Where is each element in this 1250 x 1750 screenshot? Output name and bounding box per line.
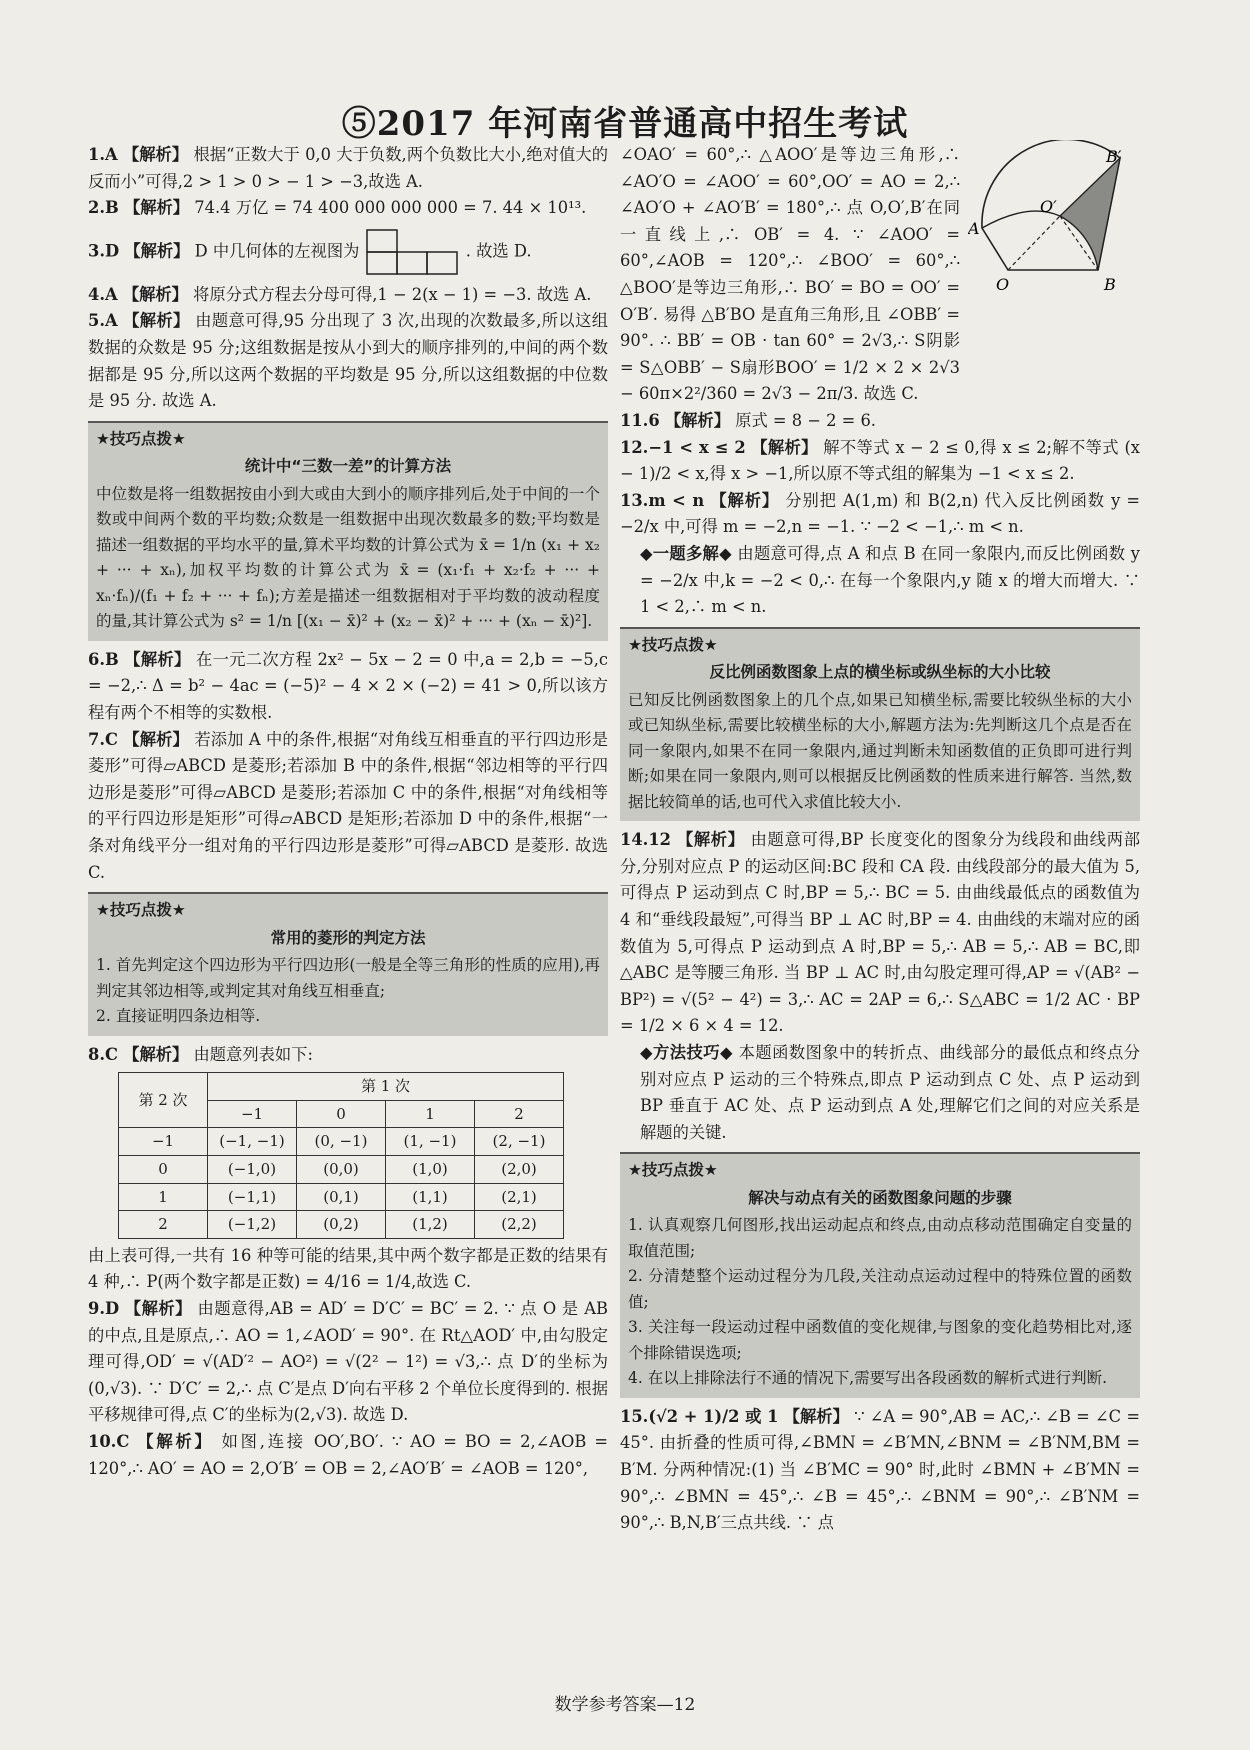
table-cell: (1,2) — [386, 1211, 475, 1239]
tip-line: 1. 认真观察几何图形,找出运动起点和终点,由动点移动范围确定自变量的取值范围; — [628, 1216, 1132, 1260]
page-footer: 数学参考答案—12 — [554, 1695, 696, 1715]
q1: 1.A 【解析】 根据“正数大于 0,0 大于负数,两个负数比大小,绝对值大的反而小”可得,2 > 1 > 0 > − 1 > −3,故选 A. — [88, 145, 608, 191]
table-col-header: 0 — [297, 1100, 386, 1128]
table-row — [119, 1211, 564, 1239]
tip-title: 解决与动点有关的函数图象问题的步骤 — [748, 1188, 1012, 1207]
table-corner: 第 2 次 — [119, 1073, 208, 1128]
table-top-header: 第 1 次 — [208, 1073, 564, 1101]
table-cell: (0,2) — [297, 1211, 386, 1239]
tip-line: 1. 首先判定这个四边形为平行四边形(一般是全等三角形的性质的应用),再判定其邻边相等,或判定其对角线互相垂直; — [96, 956, 600, 1000]
right-column — [620, 142, 1140, 1537]
q12: 12.−1 < x ≤ 2 【解析】 解不等式 x − 2 ≤ 0,得 x ≤ 2;解不等式 (x − 1)/2 < x,得 x > −1,所以原不等式组的解集为 −1 < x ≤ 2. — [620, 437, 1140, 484]
table-col-header: 2 — [475, 1100, 564, 1128]
q15: 15.(√2 + 1)/2 或 1 【解析】 ∵ ∠A = 90°,AB = AC,∴ ∠B = ∠C = 45°. 由折叠的性质可得,∠BMN = ∠B′MN,∠BNM = ∠B′NM,BM = B′M. 分两种情况:(1) 当 ∠B′MC = 90° 时,此时 ∠BMN + ∠B′MN = 90°,∴ ∠BMN = 45°,∴ ∠B = 45°,∴ ∠BNM = 90°,∴ ∠B′NM = 90°,∴ B,N,B′三点共线. ∵ 点 — [620, 1406, 1140, 1533]
outcome-table — [118, 1072, 564, 1239]
q10: 10.C 【解析】 如图,连接 OO′,BO′. ∵ AO = BO = 2,∠AOB = 120°,∴ AO′ = AO = 2,O′B′ = OB = 2,∠AO′B′ = ∠AOB = 120°, — [88, 1431, 608, 1478]
table-cell: (1,0) — [386, 1155, 475, 1183]
q14: 14.12 【解析】 由题意可得,BP 长度变化的图象分为线段和曲线两部分,分别对应点 P 的运动区间:BC 段和 CA 段. 由线段部分的最大值为 5,可得点 P 运动到点 C 时,BP = 5,∴ BC = 5. 由曲线最低点的函数值为 4 和“垂线段最短”,可得当 BP ⊥ AC 时,BP = 4. 由曲线的末端对应的函数值为 5,可得点 P 运动到点 A 时,BP = 5,∴ AB = 5,∴ AB = BC,即 △ABC 是等腰三角形. 当 BP ⊥ AC 时,由勾股定理可得,AP = √(AB² − BP²) = √(5² − 4²) = 3,∴ AC = 2AP = 6,∴ S△ABC = 1/2 AC · BP = 1/2 × 6 × 4 = 12. — [620, 830, 1140, 1036]
figure-label-a: A — [968, 219, 980, 238]
tip-body: 中位数是将一组数据按由小到大或由大到小的顺序排列后,处于中间的一个数或中间两个数的平均数;众数是一组数据中出现次数最多的数;平均数是描述一组数据的平均水平的量,算术平均数的计算公式为 x̄ = 1/n (x₁ + x₂ + ··· + xₙ),加权平均数的计算公式为 x̄ = (x₁·f₁ + x₂·f₂ + ··· + xₙ·fₙ)/(f₁ + f₂ + ··· + fₙ);方差是描述一组数据相对于平均数的波动程度的量,其计算公式为 s² = 1/n [(x₁ − x̄)² + (x₂ − x̄)² + ··· + (xₙ − x̄)²]. — [96, 484, 600, 631]
tip-head: ★技巧点拨★ — [628, 1161, 718, 1180]
q5: 5.A 【解析】 由题意可得,95 分出现了 3 次,出现的次数最多,所以这组数据的众数是 95 分;这组数据是按从小到大的顺序排列的,中间的两个数据都是 95 分,所以这两个数据的平均数是 95 分,所以这组数据的中位数是 95 分. 故选 A. — [88, 311, 608, 411]
tip-head: ★技巧点拨★ — [96, 429, 186, 448]
table-row — [119, 1183, 564, 1211]
alt-solution-q13: ◆一题多解◆ 由题意可得,点 A 和点 B 在同一象限内,而反比例函数 y = −2/x 中,k = −2 < 0,∴ 在每一个象限内,y 随 x 的增大而增大. ∵ 1 < 2,∴ m < n. — [640, 543, 1140, 617]
table-cell: (−1, −1) — [208, 1128, 297, 1156]
page-title: ⑤2017 年河南省普通高中招生考试 — [341, 104, 909, 144]
q13: 13.m < n 【解析】 分别把 A(1,m) 和 B(2,n) 代入反比例函数 y = −2/x 中,可得 m = −2,n = −1. ∵ −2 < −1,∴ m < n. — [620, 490, 1140, 537]
q9: 9.D 【解析】 由题意得,AB = AD′ = D′C′ = BC′ = 2. ∵ 点 O 是 AB 的中点,且是原点,∴ AO = 1,∠AOD′ = 90°. 在 Rt△AOD′ 中,由勾股定理可得,OD′ = √(AD′² − AO²) = √(2² − 1²) = √3,∴ 点 D′的坐标为(0,√3). ∵ D′C′ = 2,∴ 点 C′是点 D′向右平移 2 个单位长度得到的. 根据平移规律可得,点 C′的坐标为(2,√3). 故选 D. — [88, 1298, 608, 1425]
table-row — [119, 1128, 564, 1156]
tip-title: 统计中“三数一差”的计算方法 — [244, 457, 452, 476]
tip-title: 常用的菱形的判定方法 — [270, 928, 426, 947]
table-cell: (2,2) — [475, 1211, 564, 1239]
table-cell: (2,1) — [475, 1183, 564, 1211]
q6: 6.B 【解析】 在一元二次方程 2x² − 5x − 2 = 0 中,a = 2,b = −5,c = −2,∴ Δ = b² − 4ac = (−5)² − 4 × 2 × (−2) = 41 > 0,所以该方程有两个不相等的实数根. — [88, 649, 608, 722]
left-view-figure — [365, 228, 461, 276]
tip-box-inverse-function — [620, 627, 1140, 822]
table-cell: (−1,2) — [208, 1211, 297, 1239]
q2: 2.B 【解析】 74.4 万亿 = 74 400 000 000 000 = 7. 44 × 10¹³. — [88, 198, 587, 218]
figure-label-b: B — [1104, 275, 1116, 294]
tip-body: 已知反比例函数图象上的几个点,如果已知横坐标,需要比较纵坐标的大小或已知纵坐标,需要比较横坐标的大小,解题方法为:先判断这几个点是否在同一象限内,如果不在同一象限内,通过判断未知函数值的正负即可进行判断;如果在同一象限内,则可以根据反比例函数的性质来进行解答. 当然,数据比较简单的话,也可代入求值比较大小. — [628, 690, 1132, 811]
tip-box-moving-point — [620, 1152, 1140, 1398]
table-cell: 1 — [119, 1183, 208, 1211]
table-cell: (1, −1) — [386, 1128, 475, 1156]
q4: 4.A 【解析】 将原分式方程去分母可得,1 − 2(x − 1) = −3. 故选 A. — [88, 284, 592, 304]
q8-conclusion: 由上表可得,一共有 16 种等可能的结果,其中两个数字都是正数的结果有 4 种,∴ P(两个数字都是正数) = 4/16 = 1/4,故选 C. — [88, 1245, 608, 1292]
q3: 3.D 【解析】 D 中几何体的左视图为 . 故选 D. — [88, 228, 608, 276]
table-cell: (0,0) — [297, 1155, 386, 1183]
tip-box-rhombus — [88, 892, 608, 1036]
table-cell: (1,1) — [386, 1183, 475, 1211]
table-cell: (2, −1) — [475, 1128, 564, 1156]
tip-title: 反比例函数图象上点的横坐标或纵坐标的大小比较 — [709, 663, 1051, 682]
q10-continued: ∠OAO′ = 60°,∴ △AOO′是等边三角形,∴ ∠AO′O = ∠AOO′ = 60°,OO′ = AO = 2,∴ ∠AO′O + ∠AO′B′ = 180°,∴ 点 O,O′,B′在同一直线上,∴ OB′ = 4. ∵ ∠AOO′ = 60°,∠AOB = 120°,∴ ∠BOO′ = 60°,∴ △BOO′是等边三角形,∴ BO′ = BO = OO′ = O′B′. 易得 △B′BO 是直角三角形,且 ∠OBB′ = 90°. ∴ BB′ = OB · tan 60° = 2√3,∴ S阴影 = S△OBB′ − S扇形BOO′ = 1/2 × 2 × 2√3 − 60π×2²/360 = 2√3 − 2π/3. 故选 C. — [620, 145, 960, 404]
table-col-header: −1 — [208, 1100, 297, 1128]
method-tip-q14: ◆方法技巧◆ 本题函数图象中的转折点、曲线部分的最低点和终点分别对应点 P 运动的三个特殊点,即点 P 运动到点 C 处、点 P 运动到 BP 垂直于 AC 处、点 P 运动到点 A 处,理解它们之间的对应关系是解题的关键. — [640, 1042, 1140, 1142]
figure-label-o-prime: O′ — [1040, 197, 1057, 216]
tip-line: 2. 直接证明四条边相等. — [96, 1007, 261, 1026]
table-cell: 0 — [119, 1155, 208, 1183]
q8: 8.C 【解析】 由题意列表如下: — [88, 1044, 313, 1064]
tip-box-statistics — [88, 421, 608, 641]
table-cell: −1 — [119, 1128, 208, 1156]
table-cell: (−1,1) — [208, 1183, 297, 1211]
tip-line: 3. 关注每一段运动过程中函数值的变化规律,与图象的变化趋势相比对,逐个排除错误选项; — [628, 1318, 1132, 1362]
table-cell: (0,1) — [297, 1183, 386, 1211]
table-cell: (0, −1) — [297, 1128, 386, 1156]
figure-label-o: O — [996, 275, 1010, 294]
q11: 11.6 【解析】 原式 = 8 − 2 = 6. — [620, 410, 876, 430]
tip-line: 2. 分清楚整个运动过程分为几段,关注动点运动过程中的特殊位置的函数值; — [628, 1267, 1132, 1311]
table-col-header: 1 — [386, 1100, 475, 1128]
figure-label-b-prime: B′ — [1106, 147, 1122, 166]
table-cell: 2 — [119, 1211, 208, 1239]
q7: 7.C 【解析】 若添加 A 中的条件,根据“对角线互相垂直的平行四边形是菱形”可得▱ABCD 是菱形;若添加 B 中的条件,根据“邻边相等的平行四边形是菱形”可得▱ABCD 是菱形;若添加 C 中的条件,根据“对角线相等的平行四边形是矩形”可得▱ABCD 是矩形;若添加 D 中的条件,根据“一条对角线平分一组对角的平行四边形是菱形”可得▱ABCD 是菱形. 故选 C. — [88, 729, 608, 882]
table-cell: (2,0) — [475, 1155, 564, 1183]
table-cell: (−1,0) — [208, 1155, 297, 1183]
tip-line: 4. 在以上排除法行不通的情况下,需要写出各段函数的解析式进行判断. — [628, 1369, 1108, 1388]
left-column — [88, 142, 608, 1482]
table-row — [119, 1155, 564, 1183]
tip-head: ★技巧点拨★ — [628, 635, 718, 654]
tip-head: ★技巧点拨★ — [96, 901, 186, 920]
